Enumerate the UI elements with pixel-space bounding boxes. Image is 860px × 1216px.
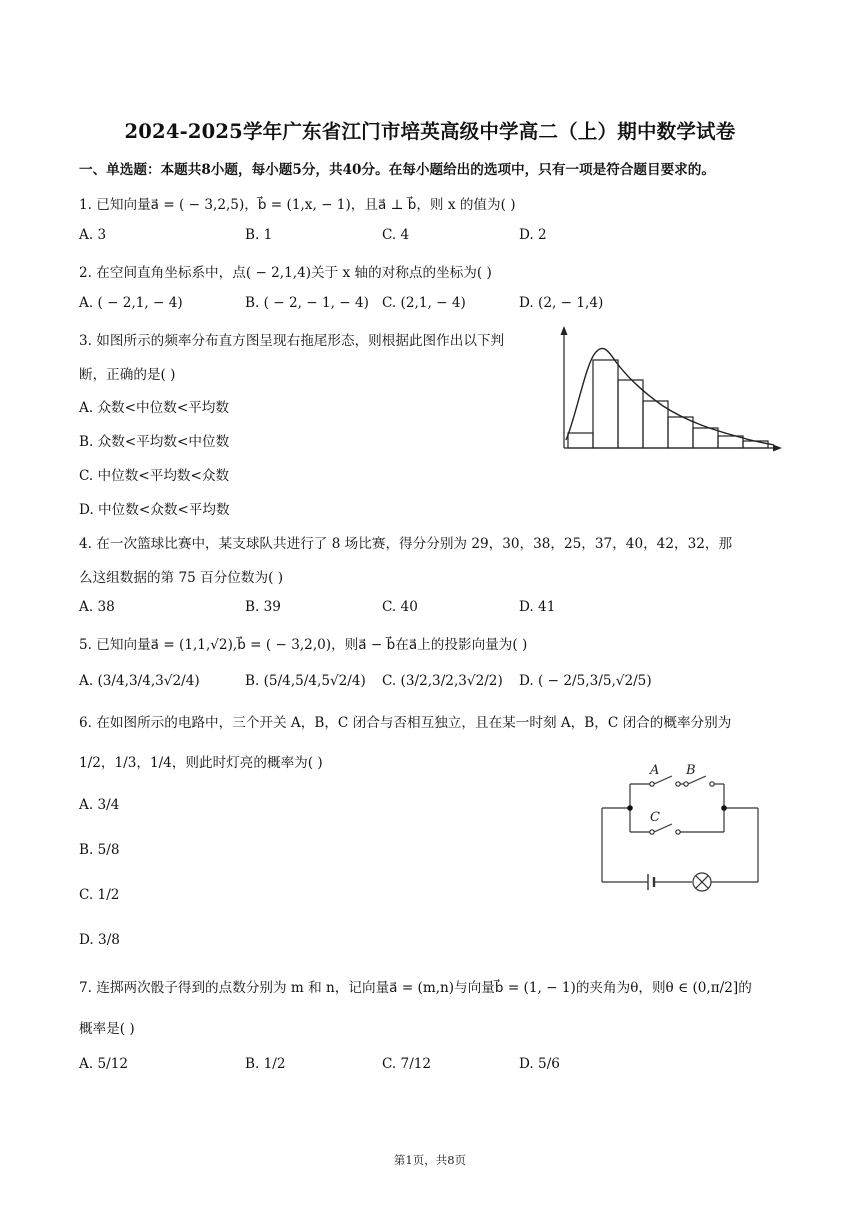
q2-option-a: A. ( − 2,1, − 4) <box>79 295 183 311</box>
q3-option-b: B. 众数<平均数<中位数 <box>79 434 230 450</box>
q5-option-b: B. (5/4,5/4,5√2/4) <box>245 673 366 689</box>
q2-option-c: C. (2,1, − 4) <box>382 295 466 311</box>
q7-option-a: A. 5/12 <box>79 1056 128 1072</box>
q1-option-b: B. 1 <box>245 227 273 243</box>
q4-option-a: A. 38 <box>79 599 115 615</box>
q4-option-c: C. 40 <box>382 599 418 615</box>
section-heading: 一、单选题：本题共8小题，每小题5分，共40分。在每小题给出的选项中，只有一项是符合题目要求的。 <box>79 162 715 178</box>
q7-option-d: D. 5/6 <box>519 1056 560 1072</box>
q4-option-b: B. 39 <box>245 599 281 615</box>
exam-title: 2024-2025学年广东省江门市培英高级中学高二（上）期中数学试卷 <box>124 120 736 143</box>
q4-option-d: D. 41 <box>519 599 556 615</box>
q7-option-c: C. 7/12 <box>382 1056 432 1072</box>
q6-stem-line1: 6. 在如图所示的电路中，三个开关 A，B，C 闭合与否相互独立，且在某一时刻 A，B，C 闭合的概率分别为 <box>79 715 732 731</box>
q4-stem-line1: 4. 在一次篮球比赛中，某支球队共进行了 8 场比赛，得分分别为 29，30，38，25，37，40，42，32，那 <box>79 536 733 552</box>
q7-stem-line2: 概率是( ) <box>79 1021 135 1037</box>
q3-stem-line1: 3. 如图所示的频率分布直方图呈现右拖尾形态，则根据此图作出以下判 <box>79 333 505 349</box>
switch-b-label: B <box>686 763 696 778</box>
q3-stem-line2: 断，正确的是( ) <box>79 367 176 383</box>
q3-option-a: A. 众数<中位数<平均数 <box>79 400 229 416</box>
switch-c-label: C <box>650 810 660 825</box>
q5-option-c: C. (3/2,3/2,3√2/2) <box>382 673 503 689</box>
q6-option-a: A. 3/4 <box>79 797 120 813</box>
histogram-figure <box>548 322 786 456</box>
q2-option-d: D. (2, − 1,4) <box>519 295 604 311</box>
circuit-figure <box>596 760 766 892</box>
page-footer: 第1页，共8页 <box>393 1153 467 1167</box>
q2-stem: 2. 在空间直角坐标系中，点( − 2,1,4)关于 x 轴的对称点的坐标为( ) <box>79 265 492 281</box>
q6-option-c: C. 1/2 <box>79 887 120 903</box>
q6-option-b: B. 5/8 <box>79 842 120 858</box>
q5-option-a: A. (3/4,3/4,3√2/4) <box>79 673 200 689</box>
q1-option-d: D. 2 <box>519 227 547 243</box>
q5-stem: 5. 已知向量a⃗ = (1,1,√2),b⃗ = ( − 3,2,0)，则a⃗ − b⃗在a⃗上的投影向量为( ) <box>79 637 528 653</box>
q1-stem: 1. 已知向量a⃗ = ( − 3,2,5)，b⃗ = (1,x, − 1)，且a⃗ ⊥ b⃗，则 x 的值为( ) <box>79 197 516 213</box>
q1-option-a: A. 3 <box>79 227 107 243</box>
q7-stem-line1: 7. 连掷两次骰子得到的点数分别为 m 和 n，记向量a⃗ = (m,n)与向量b⃗ = (1, − 1)的夹角为θ，则θ ∈ (0,π/2]的 <box>79 980 752 996</box>
q7-option-b: B. 1/2 <box>245 1056 286 1072</box>
q1-option-c: C. 4 <box>382 227 410 243</box>
q4-stem-line2: 么这组数据的第 75 百分位数为( ) <box>79 570 283 586</box>
switch-a-label: A <box>650 763 660 778</box>
q6-stem-line2: 1/2，1/3，1/4，则此时灯亮的概率为( ) <box>79 755 323 771</box>
q3-option-c: C. 中位数<平均数<众数 <box>79 468 230 484</box>
q3-option-d: D. 中位数<众数<平均数 <box>79 502 230 518</box>
q2-option-b: B. ( − 2, − 1, − 4) <box>245 295 369 311</box>
q6-option-d: D. 3/8 <box>79 932 120 948</box>
q5-option-d: D. ( − 2/5,3/5,√2/5) <box>519 673 652 689</box>
